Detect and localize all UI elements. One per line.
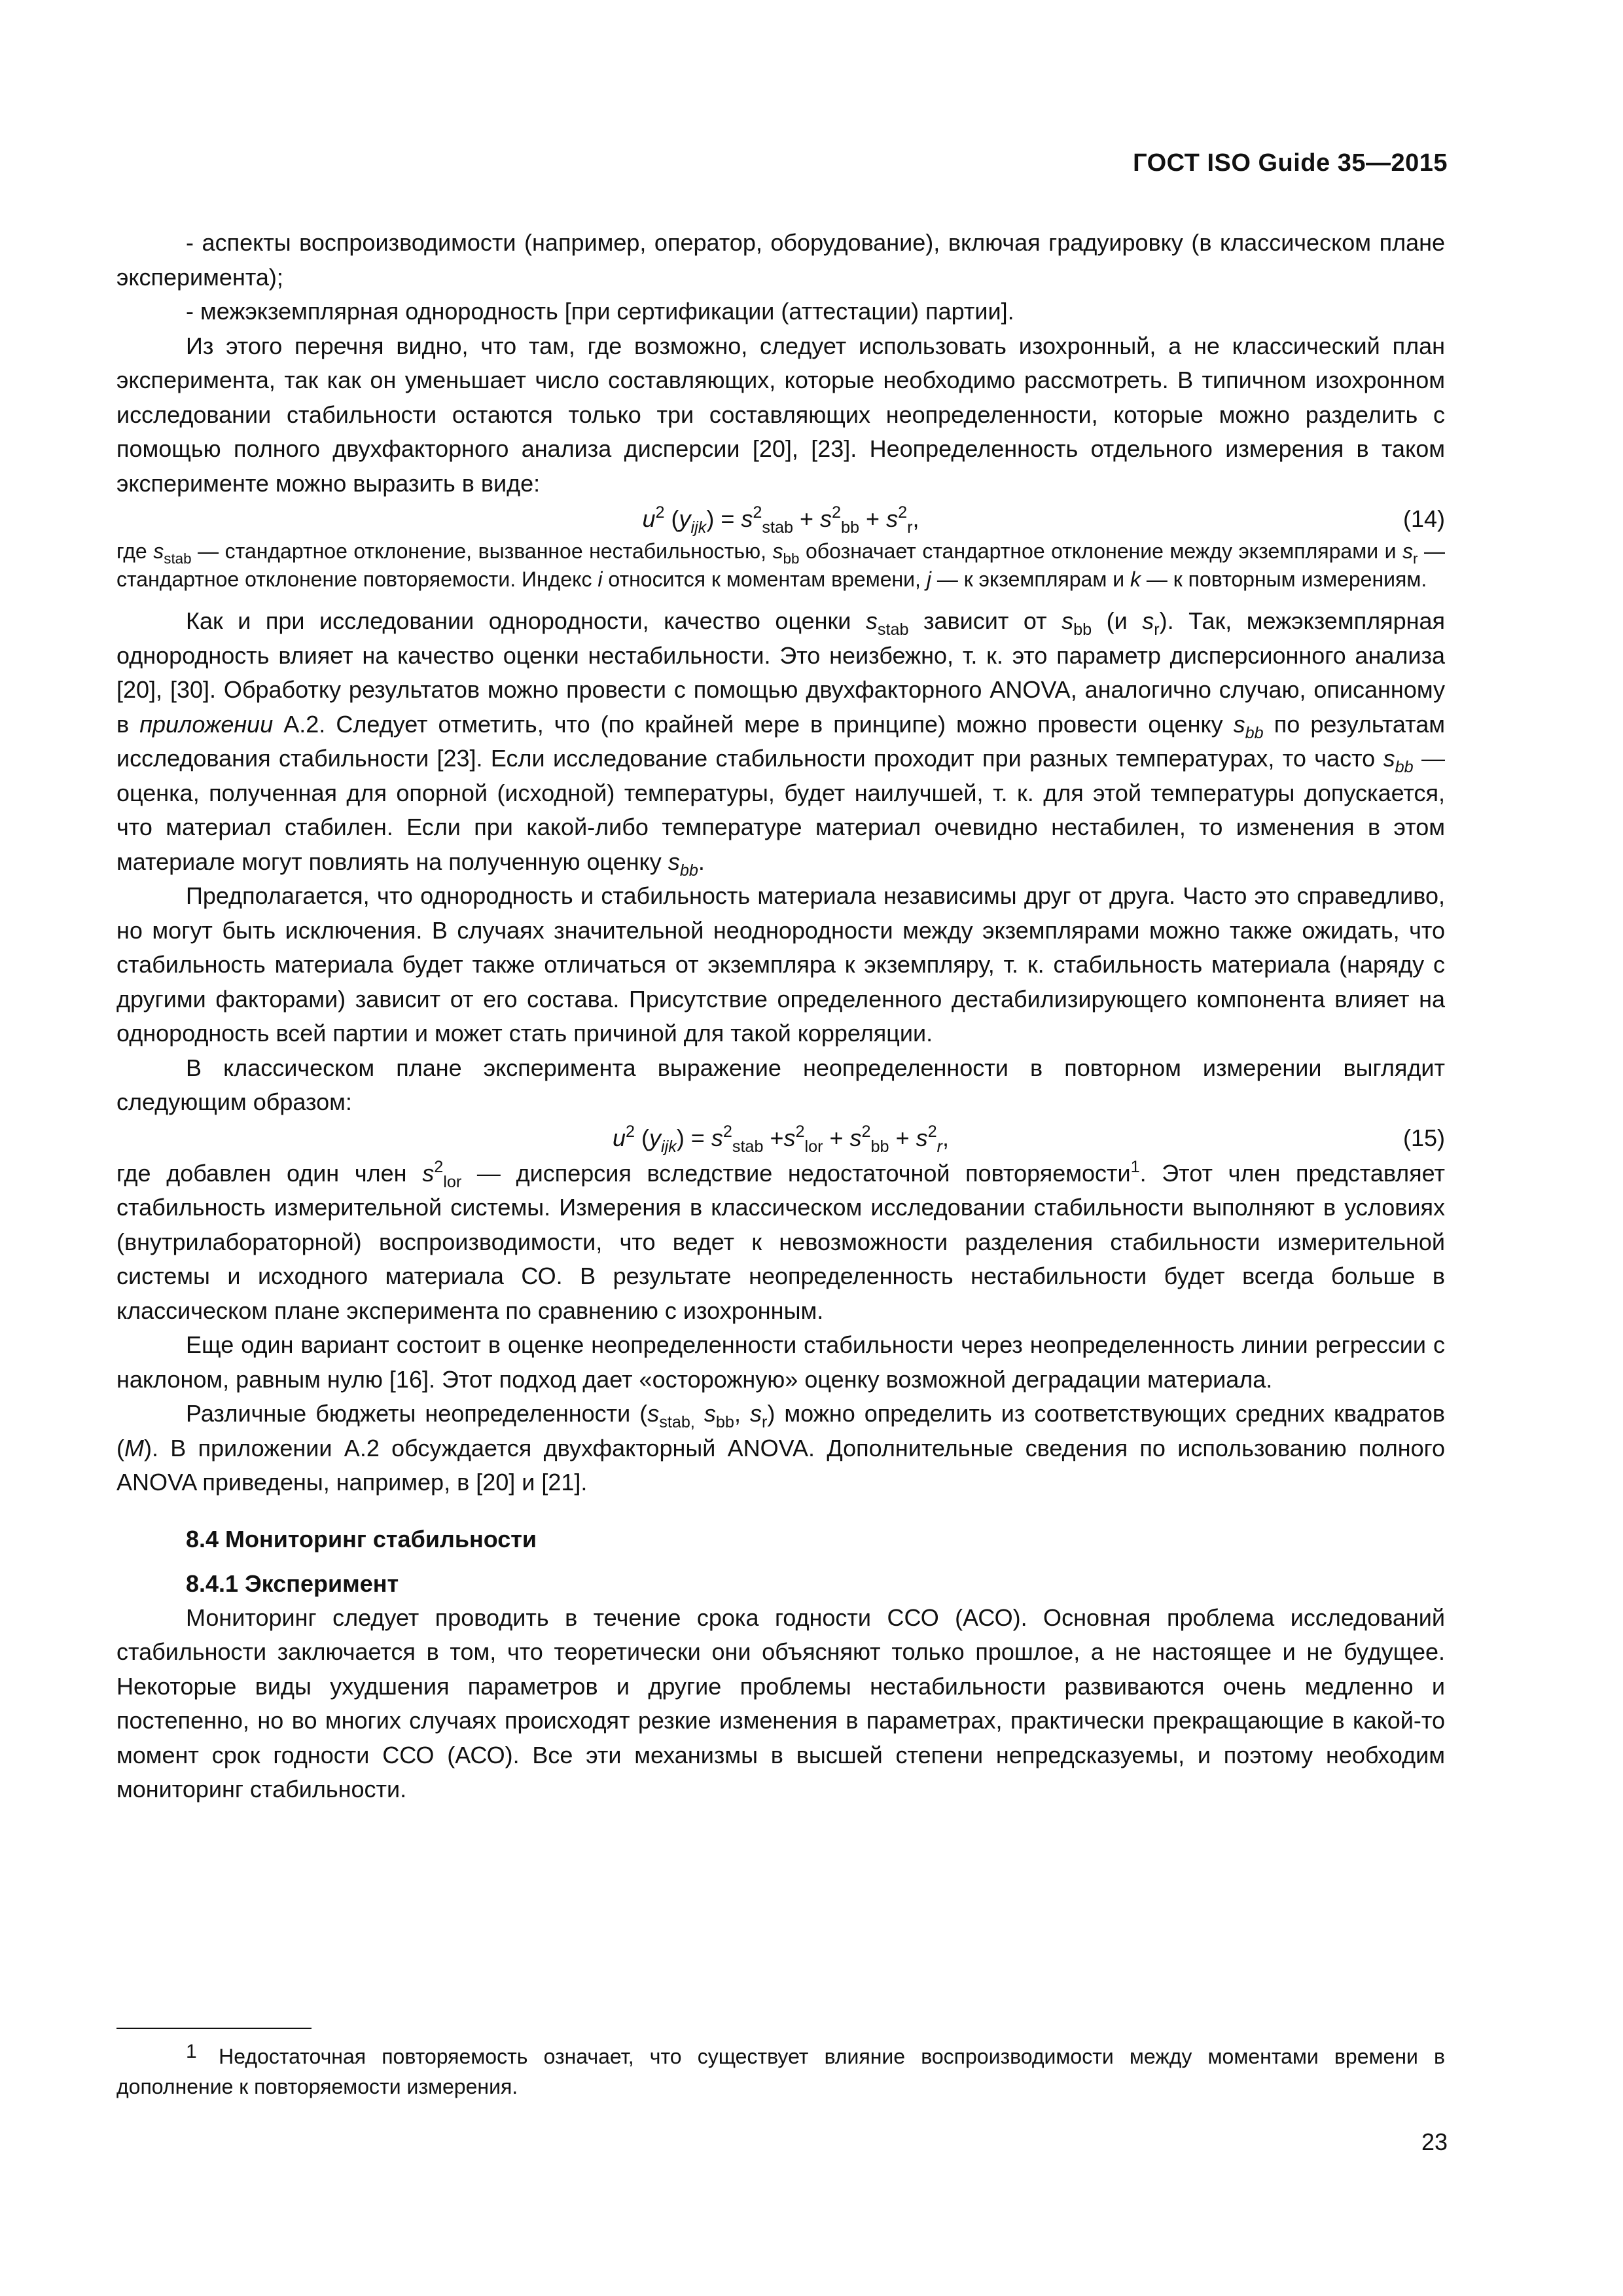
paragraph-6: В классическом плане эксперимента выражение неопределенности в повторном измерении выглядит следующим образом: — [116, 1054, 1445, 1115]
paragraph-8: Еще один вариант состоит в оценке неопределенности стабильности через неопределенность линии регрессии с наклоном, равным нулю [16]. Этот подход дает «осторожную» оценку возможной деградации материала. — [116, 1331, 1445, 1393]
body-text — [116, 226, 1445, 1807]
formula-15-number: (15) — [1402, 1124, 1445, 1151]
footnote-ref[interactable]: 1 — [1130, 1157, 1140, 1176]
paragraph-3: Из этого перечня видно, что там, где возможно, следует использовать изохронный, а не классический план эксперимента, так как он уменьшает число составляющих, которые необходимо рассмотреть. В типичном изохронном исследовании стабильности остаются только три составляющих неопределенности, которые можно разделить с помощью полного двухфакторного анализа дисперсии [20], [23]. Неопределенность отдельного измерения в таком эксперименте можно выразить в виде: — [116, 332, 1445, 497]
formula-14-number: (14) — [1402, 505, 1445, 532]
formula-14-expression: $u^2$ $(y_{ijk}) = s^2_{stab} + s^2_{bb} + s^2_r$, — [642, 503, 919, 537]
footnote — [116, 2037, 1445, 2102]
paragraph-9: Различные бюджеты неопределенности ($s_{stab,}$ $s_{bb}$, $s_r$) можно определить из соответствующих средних квадратов (M). В приложении А.2 обсуждается двухфакторный ANOVA. Дополнительные сведения по использованию полного ANOVA приведены, например, в [20] и [21]. — [116, 1400, 1445, 1496]
page-number: 23 — [1421, 2128, 1448, 2155]
paragraph-4: Как и при исследовании однородности, качество оценки $s_{stab}$ зависит от $s_{bb}$ (и $s_r$). Так, межэкземплярная однородность влияет на качество оценки нестабильности. Это неизбежно, т. к. это параметр дисперсионного анализа [20], [30]. Обработку результатов можно провести с помощью двухфакторного ANOVA, аналогично случаю, описанному в приложении А.2. Следует отметить, что (по крайней мере в принципе) можно провести оценку $s_{bb}$ по результатам исследования стабильности [23]. Если исследование стабильности проходит при разных температурах, то часто $s_{bb}$ — оценка, полученная для опорной (исходной) температуры, будет наилучшей, т. к. для этой температуры допускается, что материал стабилен. Если при какой-либо температуре материал очевидно нестабилен, то изменения в этом материале могут повлиять на полученную оценку $s_{bb}$. — [116, 607, 1445, 880]
paragraph-7: где добавлен один член $s^2_{lor}$ — дисперсия вследствие недостаточной повторяемости$^1$. Этот член представляет стабильность измерительной системы. Измерения в классическом исследовании стабильности выполняют в условиях (внутрилабораторной) воспроизводимости, что ведет к невозможности разделения стабильности измерительной системы и исходного материала СО. В результате неопределенность нестабильности будет всегда больше в классическом плане эксперимента по сравнению с изохронным. — [116, 1157, 1445, 1324]
formula-15-expression: $u^2$ $(y_{ijk}) = s^2_{stab} +s^2_{lor} + s^2_{bb} + s^2_r$, — [612, 1122, 950, 1156]
footnote-divider — [116, 2028, 312, 2029]
section-heading-8-4: 8.4 Мониторинг стабильности — [186, 1525, 537, 1552]
formula-14-explanation: где $s_{stab}$ — стандартное отклонение, вызванное нестабильностью, $s_{bb}$ обозначает стандартное отклонение между экземплярами и $s_r$ — стандартное отклонение повторяемости. Индекс i относится к моментам времени, j — к экземплярам и k — к повторным измерениям. — [116, 539, 1446, 591]
page-header: ГОСТ ISO Guide 35—2015 — [1133, 149, 1448, 177]
formula-15 — [116, 1120, 1445, 1157]
footnote-text: Недостаточная повторяемость означает, что существует влияние воспроизводимости между моментами времени в дополнение к повторяемости измерения. — [116, 2045, 1446, 2098]
paragraph-5: Предполагается, что однородность и стабильность материала независимы друг от друга. Часто это справедливо, но могут быть исключения. В случаях значительной неоднородности между экземплярами можно также ожидать, что стабильность материала будет также отличаться от экземпляра к экземпляру, т. к. стабильность материала (наряду с другими факторами) зависит от его состава. Присутствие определенного дестабилизирующего компонента влияет на однородность всей партии и может стать причиной для такой корреляции. — [116, 882, 1445, 1047]
footnote-mark: 1 — [186, 2041, 197, 2062]
paragraph-2: - межэкземплярная однородность [при сертификации (аттестации) партии]. — [186, 298, 1014, 325]
formula-14 — [116, 501, 1445, 537]
paragraph-10: Мониторинг следует проводить в течение срока годности ССО (АСО). Основная проблема исследований стабильности заключается в том, что теоретически они объясняют только прошлое, а не настоящее и не будущее. Некоторые виды ухудшения параметров и другие проблемы нестабильности развиваются очень медленно и постепенно, но во многих случаях происходят резкие изменения в параметрах, практически прекращающие в какой-то момент срок годности ССО (АСО). Все эти механизмы в высшей степени непредсказуемы, и поэтому необходим мониторинг стабильности. — [116, 1604, 1445, 1803]
paragraph-1: - аспекты воспроизводимости (например, оператор, оборудование), включая градуировку (в классическом плане эксперимента); — [116, 229, 1445, 291]
section-heading-8-4-1: 8.4.1 Эксперимент — [186, 1570, 399, 1597]
